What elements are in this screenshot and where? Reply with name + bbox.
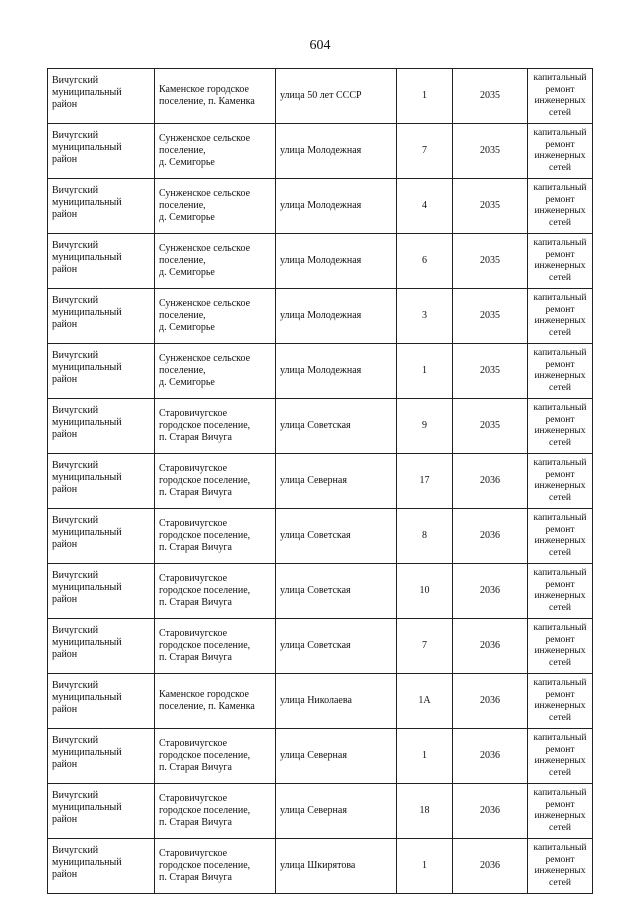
table-row — [48, 344, 593, 399]
house-number-cell: 1 — [397, 69, 453, 124]
house-number-cell: 17 — [397, 454, 453, 509]
settlement-cell: Каменское городское поселение, п. Каменка — [155, 69, 276, 124]
house-number-cell: 1 — [397, 344, 453, 399]
street-cell: улица Молодежная — [276, 124, 397, 179]
settlement-cell: Сунженское сельское поселение, д. Семигорье — [155, 344, 276, 399]
table-row — [48, 124, 593, 179]
housing-repair-table — [47, 68, 593, 894]
year-cell: 2035 — [453, 399, 528, 454]
work-type-cell: капитальный ремонт инженерных сетей — [528, 289, 593, 344]
table-row — [48, 179, 593, 234]
work-type-cell: капитальный ремонт инженерных сетей — [528, 729, 593, 784]
house-number-cell: 6 — [397, 234, 453, 289]
street-cell: улица Николаева — [276, 674, 397, 729]
district-cell: Вичугский муниципальный район — [48, 289, 155, 344]
work-type-cell: капитальный ремонт инженерных сетей — [528, 124, 593, 179]
work-type-cell: капитальный ремонт инженерных сетей — [528, 399, 593, 454]
settlement-cell: Старовичугское городское поселение, п. Старая Вичуга — [155, 564, 276, 619]
year-cell: 2035 — [453, 69, 528, 124]
year-cell: 2035 — [453, 124, 528, 179]
settlement-cell: Старовичугское городское поселение, п. Старая Вичуга — [155, 839, 276, 894]
table-row — [48, 509, 593, 564]
street-cell: улица Молодежная — [276, 234, 397, 289]
table-row — [48, 839, 593, 894]
work-type-cell: капитальный ремонт инженерных сетей — [528, 454, 593, 509]
street-cell: улица Молодежная — [276, 344, 397, 399]
district-cell: Вичугский муниципальный район — [48, 344, 155, 399]
settlement-cell: Сунженское сельское поселение, д. Семигорье — [155, 289, 276, 344]
settlement-cell: Сунженское сельское поселение, д. Семигорье — [155, 179, 276, 234]
page-number: 604 — [309, 38, 331, 53]
settlement-cell: Старовичугское городское поселение, п. Старая Вичуга — [155, 729, 276, 784]
house-number-cell: 7 — [397, 619, 453, 674]
street-cell: улица Молодежная — [276, 289, 397, 344]
settlement-cell: Старовичугское городское поселение, п. Старая Вичуга — [155, 784, 276, 839]
work-type-cell: капитальный ремонт инженерных сетей — [528, 619, 593, 674]
house-number-cell: 9 — [397, 399, 453, 454]
street-cell: улица Молодежная — [276, 179, 397, 234]
street-cell: улица Советская — [276, 564, 397, 619]
year-cell: 2036 — [453, 729, 528, 784]
district-cell: Вичугский муниципальный район — [48, 674, 155, 729]
year-cell: 2036 — [453, 674, 528, 729]
work-type-cell: капитальный ремонт инженерных сетей — [528, 179, 593, 234]
work-type-cell: капитальный ремонт инженерных сетей — [528, 234, 593, 289]
table-row — [48, 784, 593, 839]
year-cell: 2036 — [453, 454, 528, 509]
work-type-cell: капитальный ремонт инженерных сетей — [528, 564, 593, 619]
table-row — [48, 564, 593, 619]
table-row — [48, 399, 593, 454]
year-cell: 2035 — [453, 344, 528, 399]
work-type-cell: капитальный ремонт инженерных сетей — [528, 509, 593, 564]
table-row — [48, 69, 593, 124]
street-cell: улица 50 лет СССР — [276, 69, 397, 124]
year-cell: 2035 — [453, 179, 528, 234]
street-cell: улица Советская — [276, 399, 397, 454]
house-number-cell: 4 — [397, 179, 453, 234]
year-cell: 2036 — [453, 839, 528, 894]
district-cell: Вичугский муниципальный район — [48, 619, 155, 674]
house-number-cell: 3 — [397, 289, 453, 344]
year-cell: 2036 — [453, 564, 528, 619]
settlement-cell: Старовичугское городское поселение, п. Старая Вичуга — [155, 399, 276, 454]
district-cell: Вичугский муниципальный район — [48, 564, 155, 619]
table-row — [48, 674, 593, 729]
district-cell: Вичугский муниципальный район — [48, 509, 155, 564]
work-type-cell: капитальный ремонт инженерных сетей — [528, 69, 593, 124]
settlement-cell: Старовичугское городское поселение, п. Старая Вичуга — [155, 509, 276, 564]
settlement-cell: Каменское городское поселение, п. Каменка — [155, 674, 276, 729]
year-cell: 2035 — [453, 289, 528, 344]
work-type-cell: капитальный ремонт инженерных сетей — [528, 674, 593, 729]
table-row — [48, 454, 593, 509]
table-row — [48, 619, 593, 674]
district-cell: Вичугский муниципальный район — [48, 399, 155, 454]
street-cell: улица Шкирятова — [276, 839, 397, 894]
street-cell: улица Советская — [276, 619, 397, 674]
house-number-cell: 8 — [397, 509, 453, 564]
street-cell: улица Северная — [276, 454, 397, 509]
table-row — [48, 729, 593, 784]
district-cell: Вичугский муниципальный район — [48, 729, 155, 784]
table-row — [48, 234, 593, 289]
street-cell: улица Северная — [276, 784, 397, 839]
work-type-cell: капитальный ремонт инженерных сетей — [528, 344, 593, 399]
house-number-cell: 18 — [397, 784, 453, 839]
district-cell: Вичугский муниципальный район — [48, 69, 155, 124]
street-cell: улица Советская — [276, 509, 397, 564]
year-cell: 2036 — [453, 619, 528, 674]
house-number-cell: 1 — [397, 839, 453, 894]
house-number-cell: 1А — [397, 674, 453, 729]
district-cell: Вичугский муниципальный район — [48, 234, 155, 289]
settlement-cell: Сунженское сельское поселение, д. Семигорье — [155, 234, 276, 289]
house-number-cell: 10 — [397, 564, 453, 619]
house-number-cell: 7 — [397, 124, 453, 179]
settlement-cell: Старовичугское городское поселение, п. Старая Вичуга — [155, 454, 276, 509]
table-body — [48, 69, 593, 894]
house-number-cell: 1 — [397, 729, 453, 784]
district-cell: Вичугский муниципальный район — [48, 839, 155, 894]
settlement-cell: Сунженское сельское поселение, д. Семигорье — [155, 124, 276, 179]
district-cell: Вичугский муниципальный район — [48, 124, 155, 179]
year-cell: 2036 — [453, 509, 528, 564]
street-cell: улица Северная — [276, 729, 397, 784]
year-cell: 2035 — [453, 234, 528, 289]
district-cell: Вичугский муниципальный район — [48, 179, 155, 234]
work-type-cell: капитальный ремонт инженерных сетей — [528, 839, 593, 894]
district-cell: Вичугский муниципальный район — [48, 784, 155, 839]
table-row — [48, 289, 593, 344]
settlement-cell: Старовичугское городское поселение, п. Старая Вичуга — [155, 619, 276, 674]
work-type-cell: капитальный ремонт инженерных сетей — [528, 784, 593, 839]
year-cell: 2036 — [453, 784, 528, 839]
district-cell: Вичугский муниципальный район — [48, 454, 155, 509]
